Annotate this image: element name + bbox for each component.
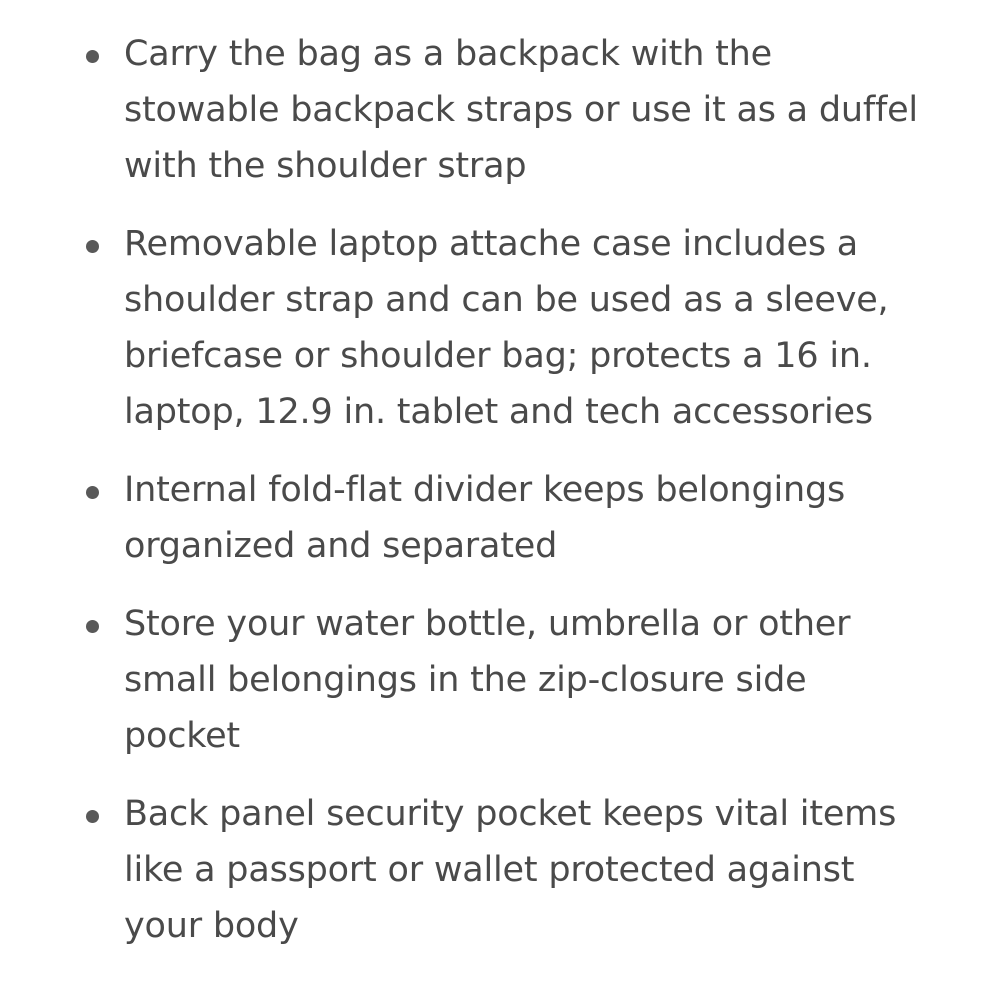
- list-item: [0, 216, 1000, 440]
- bullet-icon: [86, 810, 99, 823]
- feature-text: Back panel security pocket keeps vital items like a passport or wallet protected against your body: [124, 794, 897, 946]
- feature-text: Carry the bag as a backpack with the stowable backpack straps or use it as a duffel with the shoulder strap: [124, 34, 918, 186]
- feature-text: Store your water bottle, umbrella or other small belongings in the zip-closure side pocket: [124, 604, 851, 756]
- bullet-icon: [86, 486, 99, 499]
- feature-list: [0, 26, 1000, 976]
- list-item: [0, 26, 1000, 194]
- list-item: [0, 462, 1000, 574]
- feature-text: Internal fold-flat divider keeps belongings organized and separated: [124, 470, 846, 566]
- list-item: [0, 596, 1000, 764]
- bullet-icon: [86, 620, 99, 633]
- feature-text: Removable laptop attache case includes a shoulder strap and can be used as a sleeve, briefcase or shoulder bag; protects a 16 in. laptop, 12.9 in. tablet and tech accessories: [124, 224, 889, 432]
- bullet-icon: [86, 50, 99, 63]
- list-item: [0, 786, 1000, 954]
- bullet-icon: [86, 240, 99, 253]
